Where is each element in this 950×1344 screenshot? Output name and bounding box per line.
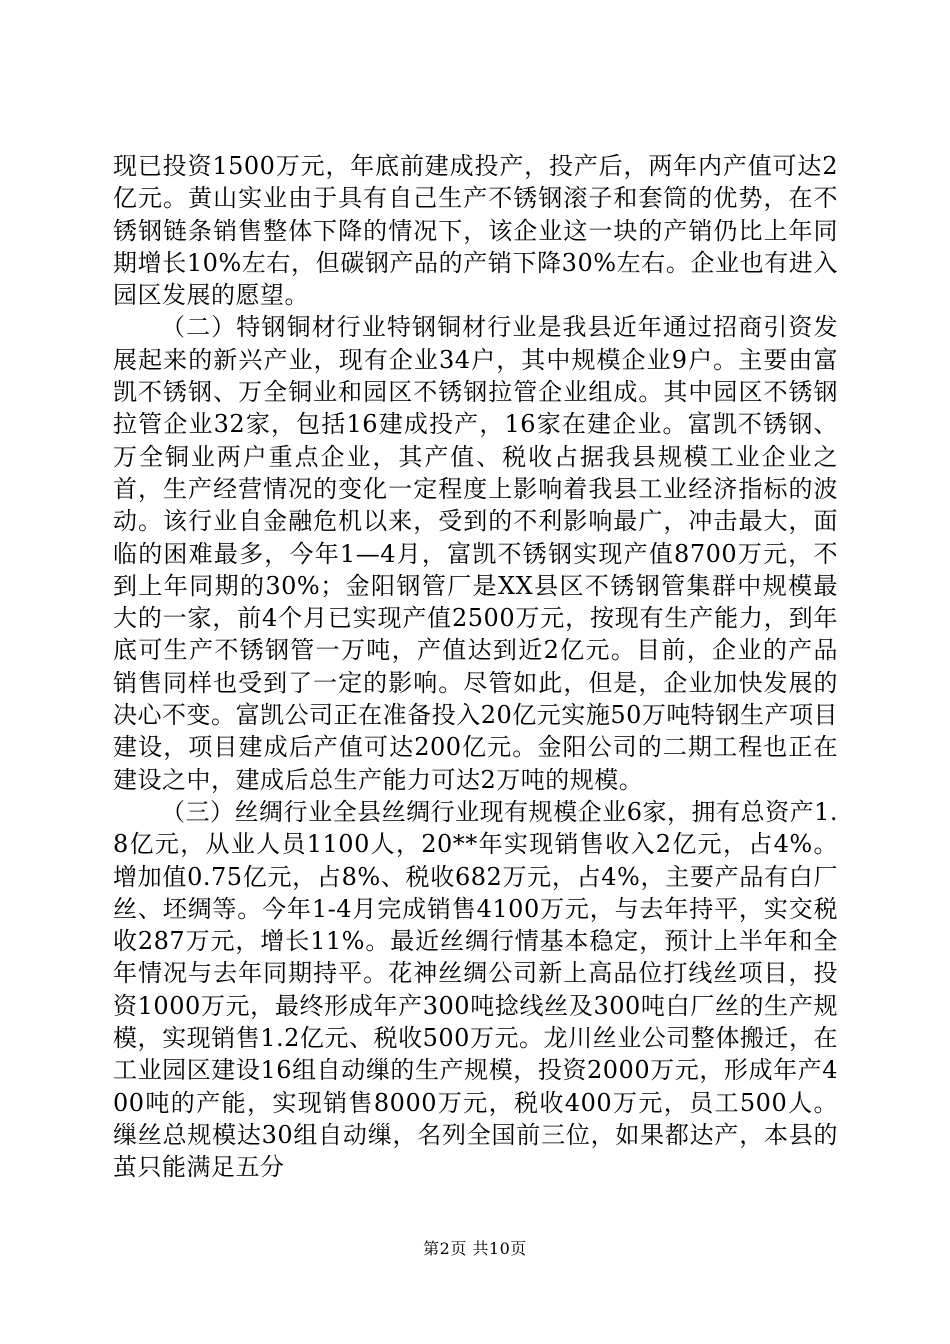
paragraph-silk: （三）丝绸行业全县丝绸行业现有规模企业6家，拥有总资产1.8亿元，从业人员1100人，20**年实现销售收入2亿元，占4%。增加值0.75亿元，占8%、税收682万元，占4%，主要产品有白厂丝、坯绸等。今年1-4月完成销售4100万元，与去年持平，实交税收287万元，增长11%。最近丝绸行情基本稳定，预计上半年和全年情况与去年同期持平。花神丝绸公司新上高品位打线丝项目，投资1000万元，最终形成年产300吨捻线丝及300吨白厂丝的生产规模，实现销售1.2亿元、税收500万元。龙川丝业公司整体搬迁，在工业园区建设16组自动缫的生产规模，投资2000万元，形成年产400吨的产能，实现销售8000万元，税收400万元，员工500人。缫丝总规模达30组自动缫，名列全国前三位，如果都达产，本县的茧只能满足五分	[113, 797, 838, 1182]
page-footer: 第2页 共10页	[423, 1239, 527, 1258]
paragraph-steel-copper: （二）特钢铜材行业特钢铜材行业是我县近年通过招商引资发展起来的新兴产业，现有企业34户，其中规模企业9户。主要由富凯不锈钢、万全铜业和园区不锈钢拉管企业组成。其中园区不锈钢拉管企业32家，包括16建成投产，16家在建企业。富凯不锈钢、万全铜业两户重点企业，其产值、税收占据我县规模工业企业之首，生产经营情况的变化一定程度上影响着我县工业经济指标的波动。该行业自金融危机以来，受到的不利影响最广，冲击最大，面临的困难最多，今年1—4月，富凯不锈钢实现产值8700万元，不到上年同期的30%；金阳钢管厂是XX县区不锈钢管集群中规模最大的一家，前4个月已实现产值2500万元，按现有生产能力，到年底可生产不锈钢管一万吨，产值达到近2亿元。目前，企业的产品销售同样也受到了一定的影响。尽管如此，但是，企业加快发展的决心不变。富凯公司正在准备投入20亿元实施50万吨特钢生产项目建设，项目建成后产值可达200亿元。金阳公司的二期工程也正在建设之中，建成后总生产能力可达2万吨的规模。	[113, 313, 838, 794]
paragraph-continuation: 现已投资1500万元，年底前建成投产，投产后，两年内产值可达2亿元。黄山实业由于具有自己生产不锈钢滚子和套筒的优势，在不锈钢链条销售整体下降的情况下，该企业这一块的产销仍比上年同期增长10%左右，但碳钢产品的产销下降30%左右。企业也有进入园区发展的愿望。	[113, 152, 838, 310]
document-body	[113, 150, 838, 1184]
